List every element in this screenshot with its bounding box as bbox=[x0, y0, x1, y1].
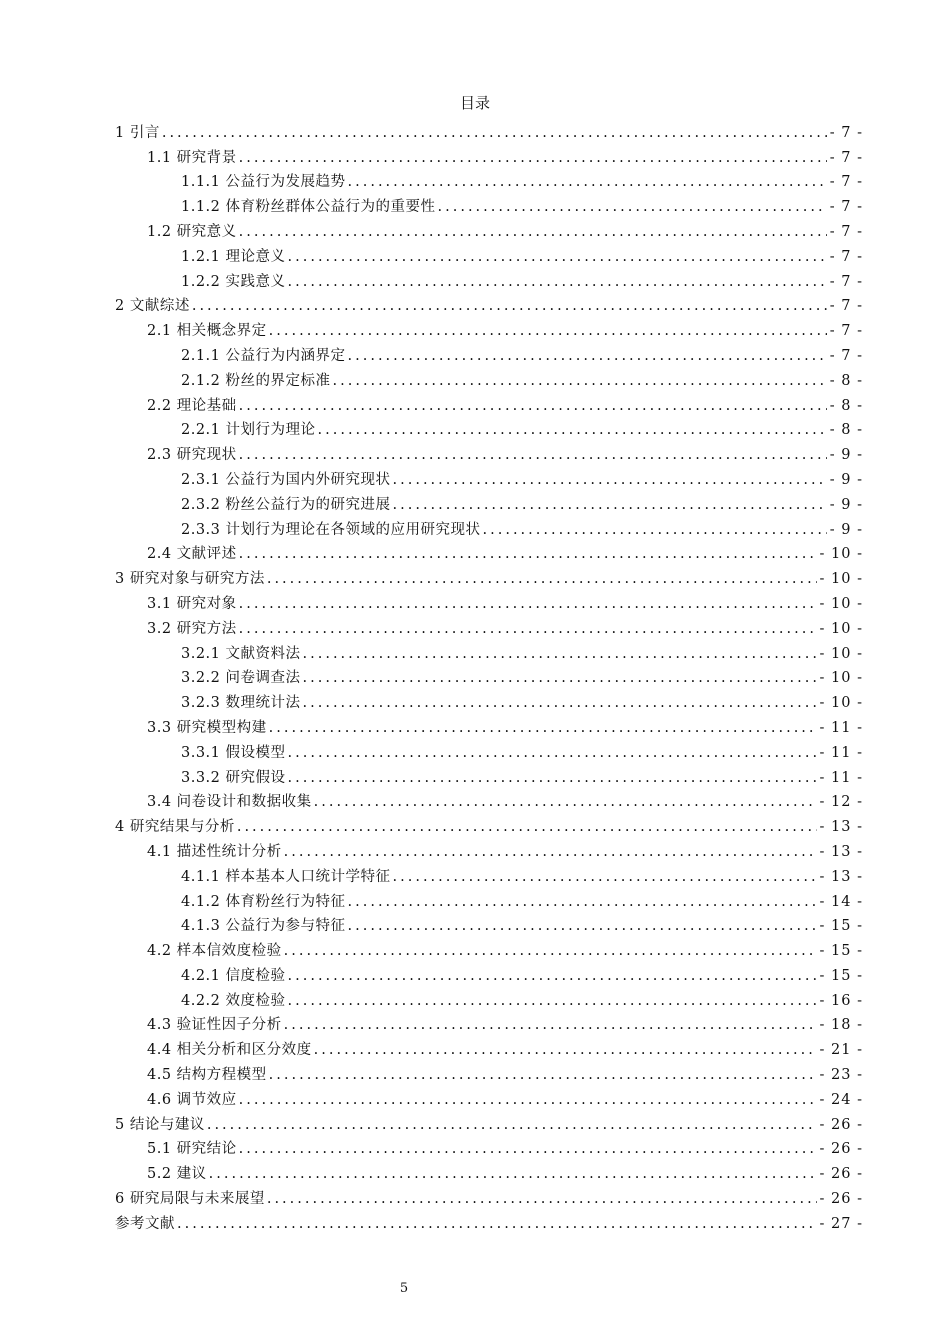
toc-entry-label: 4.6 调节效应 bbox=[147, 1091, 237, 1108]
toc-leader-dots bbox=[314, 792, 817, 812]
toc-leader-dots bbox=[177, 1214, 817, 1234]
toc-entry-page: - 10 - bbox=[819, 595, 863, 612]
toc-entry-label: 5.1 研究结论 bbox=[147, 1141, 237, 1158]
toc-leader-dots bbox=[393, 867, 817, 887]
toc-entry[interactable] bbox=[115, 564, 863, 589]
toc-entry-label: 1 引言 bbox=[115, 124, 160, 141]
toc-entry[interactable] bbox=[115, 366, 863, 391]
toc-leader-dots bbox=[318, 420, 827, 440]
toc-leader-dots bbox=[288, 247, 827, 267]
toc-entry[interactable] bbox=[115, 812, 863, 837]
toc-entry[interactable] bbox=[115, 1159, 863, 1184]
toc-entry-label: 2.2 理论基础 bbox=[147, 397, 237, 414]
toc-leader-dots bbox=[239, 445, 827, 465]
toc-leader-dots bbox=[284, 941, 817, 961]
toc-entry-label: 5.2 建议 bbox=[147, 1166, 207, 1183]
toc-entry[interactable] bbox=[115, 912, 863, 937]
toc-entry-page: - 9 - bbox=[829, 471, 863, 488]
toc-entry-page: - 8 - bbox=[829, 397, 863, 414]
toc-leader-dots bbox=[393, 470, 827, 490]
toc-entry[interactable] bbox=[115, 540, 863, 565]
toc-entry-label: 5 结论与建议 bbox=[115, 1116, 205, 1133]
toc-leader-dots bbox=[314, 1040, 817, 1060]
toc-entry-label: 参考文献 bbox=[115, 1215, 175, 1232]
toc-leader-dots bbox=[269, 718, 817, 738]
toc-leader-dots bbox=[267, 1189, 817, 1209]
toc-entry[interactable] bbox=[115, 936, 863, 961]
toc-leader-dots bbox=[483, 520, 827, 540]
toc-entry-page: - 7 - bbox=[829, 248, 863, 265]
toc-entry-label: 3.4 问卷设计和数据收集 bbox=[147, 794, 312, 811]
toc-leader-dots bbox=[269, 321, 827, 341]
toc-leader-dots bbox=[239, 396, 827, 416]
toc-entry[interactable] bbox=[115, 837, 863, 862]
toc-entry[interactable] bbox=[115, 192, 863, 217]
toc-entry-label: 4 研究结果与分析 bbox=[115, 819, 235, 836]
toc-entry-page: - 26 - bbox=[819, 1141, 863, 1158]
toc-entry[interactable] bbox=[115, 217, 863, 242]
toc-entry-label: 2 文献综述 bbox=[115, 298, 190, 315]
toc-entry-label: 2.2.1 计划行为理论 bbox=[181, 422, 316, 439]
toc-entry[interactable] bbox=[115, 341, 863, 366]
toc-leader-dots bbox=[239, 594, 817, 614]
toc-entry-page: - 23 - bbox=[819, 1067, 863, 1084]
toc-entry-label: 2.1 相关概念界定 bbox=[147, 323, 267, 340]
toc-entry-label: 4.4 相关分析和区分效度 bbox=[147, 1042, 312, 1059]
toc-leader-dots bbox=[239, 1090, 817, 1110]
toc-entry-label: 2.3.2 粉丝公益行为的研究进展 bbox=[181, 496, 391, 513]
toc-entry-page: - 15 - bbox=[819, 918, 863, 935]
toc-entry[interactable] bbox=[115, 1085, 863, 1110]
toc-entry[interactable] bbox=[115, 1011, 863, 1036]
toc-entry-page: - 15 - bbox=[819, 967, 863, 984]
toc-entry-page: - 7 - bbox=[829, 124, 863, 141]
toc-leader-dots bbox=[348, 172, 827, 192]
toc-entry[interactable] bbox=[115, 1035, 863, 1060]
toc-entry-label: 3.2.2 问卷调查法 bbox=[181, 670, 301, 687]
toc-entry-label: 3 研究对象与研究方法 bbox=[115, 571, 265, 588]
toc-entry-page: - 10 - bbox=[819, 620, 863, 637]
toc-entry[interactable] bbox=[115, 738, 863, 763]
toc-entry-page: - 11 - bbox=[819, 769, 863, 786]
toc-leader-dots bbox=[333, 371, 827, 391]
toc-entry[interactable] bbox=[115, 614, 863, 639]
toc-entry[interactable] bbox=[115, 639, 863, 664]
toc-entry[interactable] bbox=[115, 713, 863, 738]
toc-entry-page: - 7 - bbox=[829, 273, 863, 290]
toc-entry[interactable] bbox=[115, 862, 863, 887]
toc-entry-label: 3.2.3 数理统计法 bbox=[181, 695, 301, 712]
toc-entry-label: 3.2.1 文献资料法 bbox=[181, 645, 301, 662]
toc-entry[interactable] bbox=[115, 986, 863, 1011]
toc-entry-page: - 14 - bbox=[819, 893, 863, 910]
toc-entry-label: 1.1.2 体育粉丝群体公益行为的重要性 bbox=[181, 199, 436, 216]
toc-leader-dots bbox=[393, 495, 827, 515]
toc-leader-dots bbox=[288, 272, 827, 292]
toc-entry-page: - 27 - bbox=[819, 1215, 863, 1232]
footer-page-number: 5 bbox=[399, 1281, 409, 1296]
toc-entry-label: 2.1.2 粉丝的界定标准 bbox=[181, 372, 331, 389]
toc-entry[interactable] bbox=[115, 1110, 863, 1135]
toc-entry-label: 1.2.2 实践意义 bbox=[181, 273, 286, 290]
toc-entry-page: - 24 - bbox=[819, 1091, 863, 1108]
toc-leader-dots bbox=[288, 743, 817, 763]
toc-leader-dots bbox=[267, 569, 817, 589]
toc-entry-page: - 10 - bbox=[819, 645, 863, 662]
toc-entry[interactable] bbox=[115, 118, 863, 143]
toc-entry-label: 4.1.3 公益行为参与特征 bbox=[181, 918, 346, 935]
toc-entry-page: - 18 - bbox=[819, 1017, 863, 1034]
toc-entry-page: - 9 - bbox=[829, 496, 863, 513]
toc-entry[interactable] bbox=[115, 515, 863, 540]
toc-entry-page: - 12 - bbox=[819, 794, 863, 811]
toc-entry[interactable] bbox=[115, 961, 863, 986]
toc-leader-dots bbox=[237, 817, 817, 837]
toc-entry-page: - 8 - bbox=[829, 372, 863, 389]
toc-entry[interactable] bbox=[115, 391, 863, 416]
toc-leader-dots bbox=[288, 768, 817, 788]
toc-entry-page: - 8 - bbox=[829, 422, 863, 439]
toc-entry-label: 2.3.3 计划行为理论在各领域的应用研究现状 bbox=[181, 521, 481, 538]
toc-entry[interactable] bbox=[115, 168, 863, 193]
toc-entry[interactable] bbox=[115, 242, 863, 267]
toc-entry[interactable] bbox=[115, 788, 863, 813]
table-of-contents bbox=[115, 118, 863, 1234]
toc-entry-page: - 7 - bbox=[829, 298, 863, 315]
toc-entry[interactable] bbox=[115, 316, 863, 341]
toc-entry[interactable] bbox=[115, 887, 863, 912]
toc-entry[interactable] bbox=[115, 763, 863, 788]
toc-entry-label: 4.2 样本信效度检验 bbox=[147, 943, 282, 960]
toc-leader-dots bbox=[269, 1065, 817, 1085]
toc-leader-dots bbox=[239, 222, 827, 242]
toc-leader-dots bbox=[239, 544, 817, 564]
toc-leader-dots bbox=[303, 644, 817, 664]
toc-entry-page: - 7 - bbox=[829, 347, 863, 364]
toc-entry-label: 2.3 研究现状 bbox=[147, 447, 237, 464]
toc-entry-page: - 11 - bbox=[819, 719, 863, 736]
toc-leader-dots bbox=[438, 197, 827, 217]
toc-entry-page: - 7 - bbox=[829, 149, 863, 166]
toc-entry-label: 2.4 文献评述 bbox=[147, 546, 237, 563]
toc-entry-label: 1.1.1 公益行为发展趋势 bbox=[181, 174, 346, 191]
toc-leader-dots bbox=[192, 296, 827, 316]
toc-entry-page: - 7 - bbox=[829, 174, 863, 191]
toc-entry-label: 3.3 研究模型构建 bbox=[147, 719, 267, 736]
toc-leader-dots bbox=[348, 892, 817, 912]
toc-entry-page: - 13 - bbox=[819, 819, 863, 836]
toc-leader-dots bbox=[288, 966, 817, 986]
toc-leader-dots bbox=[239, 148, 827, 168]
toc-entry-page: - 13 - bbox=[819, 868, 863, 885]
toc-entry-page: - 7 - bbox=[829, 323, 863, 340]
toc-entry[interactable] bbox=[115, 1184, 863, 1209]
toc-entry-label: 1.2.1 理论意义 bbox=[181, 248, 286, 265]
toc-entry[interactable] bbox=[115, 589, 863, 614]
toc-entry[interactable] bbox=[115, 664, 863, 689]
toc-entry-label: 1.1 研究背景 bbox=[147, 149, 237, 166]
toc-entry-page: - 10 - bbox=[819, 695, 863, 712]
toc-title: 目录 bbox=[459, 94, 490, 112]
toc-entry-label: 3.3.2 研究假设 bbox=[181, 769, 286, 786]
toc-entry-label: 4.2.2 效度检验 bbox=[181, 992, 286, 1009]
toc-entry-label: 4.2.1 信度检验 bbox=[181, 967, 286, 984]
toc-entry-label: 2.1.1 公益行为内涵界定 bbox=[181, 347, 346, 364]
toc-entry-page: - 16 - bbox=[819, 992, 863, 1009]
toc-leader-dots bbox=[348, 346, 827, 366]
toc-entry[interactable] bbox=[115, 440, 863, 465]
toc-leader-dots bbox=[303, 693, 817, 713]
toc-leader-dots bbox=[162, 123, 827, 143]
toc-entry[interactable] bbox=[115, 292, 863, 317]
toc-entry-page: - 21 - bbox=[819, 1042, 863, 1059]
toc-entry-label: 4.1.1 样本基本人口统计学特征 bbox=[181, 868, 391, 885]
toc-leader-dots bbox=[207, 1115, 817, 1135]
toc-entry-page: - 15 - bbox=[819, 943, 863, 960]
toc-leader-dots bbox=[209, 1164, 817, 1184]
toc-entry[interactable] bbox=[115, 1060, 863, 1085]
toc-entry-page: - 10 - bbox=[819, 571, 863, 588]
toc-leader-dots bbox=[303, 668, 817, 688]
toc-entry[interactable] bbox=[115, 465, 863, 490]
toc-entry[interactable] bbox=[115, 688, 863, 713]
toc-entry[interactable] bbox=[115, 490, 863, 515]
toc-entry-page: - 26 - bbox=[819, 1191, 863, 1208]
toc-leader-dots bbox=[284, 1015, 817, 1035]
toc-entry-label: 2.3.1 公益行为国内外研究现状 bbox=[181, 471, 391, 488]
toc-entry-page: - 7 - bbox=[829, 199, 863, 216]
toc-entry[interactable] bbox=[115, 143, 863, 168]
toc-entry-page: - 9 - bbox=[829, 521, 863, 538]
toc-entry-label: 6 研究局限与未来展望 bbox=[115, 1191, 265, 1208]
toc-leader-dots bbox=[284, 842, 817, 862]
toc-entry[interactable] bbox=[115, 416, 863, 441]
toc-entry[interactable] bbox=[115, 1209, 863, 1234]
toc-entry-label: 4.1.2 体育粉丝行为特征 bbox=[181, 893, 346, 910]
toc-entry-label: 4.3 验证性因子分析 bbox=[147, 1017, 282, 1034]
toc-entry-page: - 13 - bbox=[819, 843, 863, 860]
toc-entry-page: - 26 - bbox=[819, 1116, 863, 1133]
toc-leader-dots bbox=[239, 619, 817, 639]
toc-entry-label: 3.2 研究方法 bbox=[147, 620, 237, 637]
toc-leader-dots bbox=[348, 916, 817, 936]
toc-entry-label: 3.1 研究对象 bbox=[147, 595, 237, 612]
toc-entry-label: 3.3.1 假设模型 bbox=[181, 744, 286, 761]
toc-entry[interactable] bbox=[115, 1135, 863, 1160]
toc-entry-label: 4.5 结构方程模型 bbox=[147, 1067, 267, 1084]
toc-entry-page: - 7 - bbox=[829, 223, 863, 240]
toc-entry-label: 1.2 研究意义 bbox=[147, 223, 237, 240]
toc-entry-page: - 9 - bbox=[829, 447, 863, 464]
toc-entry-page: - 10 - bbox=[819, 546, 863, 563]
toc-leader-dots bbox=[239, 1139, 817, 1159]
toc-entry-page: - 10 - bbox=[819, 670, 863, 687]
toc-entry-page: - 11 - bbox=[819, 744, 863, 761]
toc-leader-dots bbox=[288, 991, 817, 1011]
toc-entry[interactable] bbox=[115, 267, 863, 292]
toc-entry-page: - 26 - bbox=[819, 1166, 863, 1183]
toc-entry-label: 4.1 描述性统计分析 bbox=[147, 843, 282, 860]
